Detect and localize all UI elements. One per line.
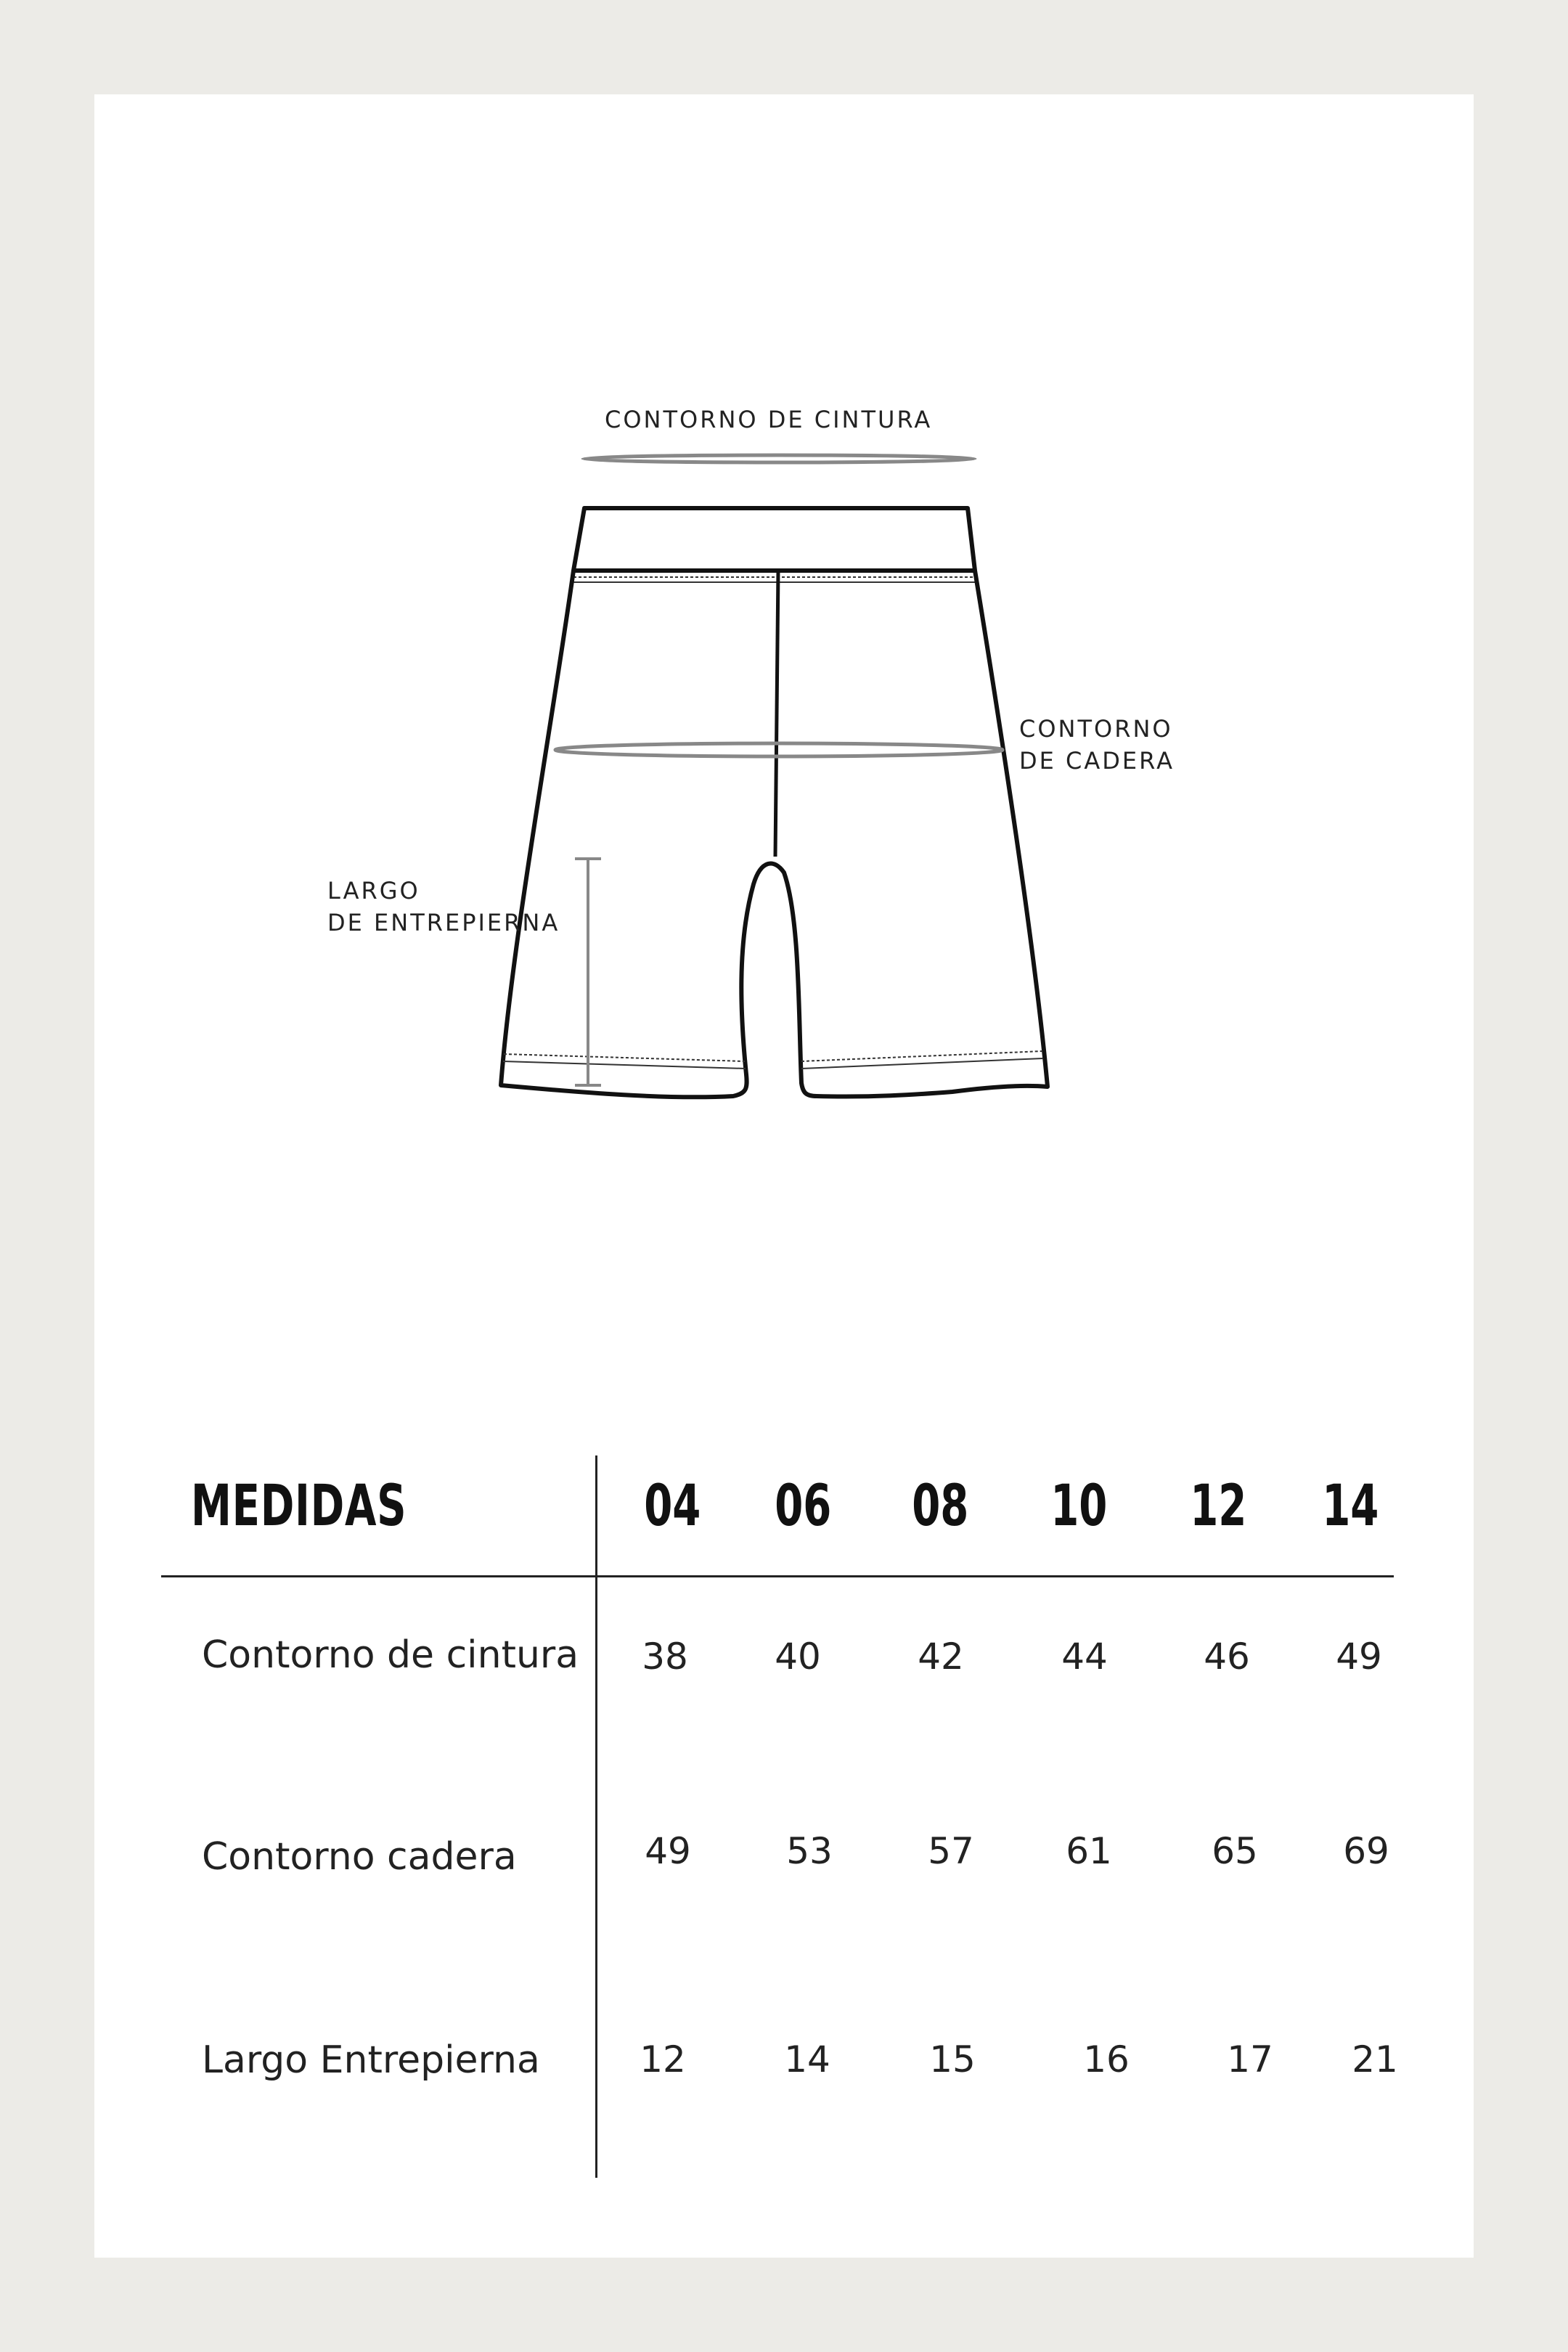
table-column-divider bbox=[595, 1455, 597, 2178]
row-label-inseam: Largo Entrepierna bbox=[202, 2038, 540, 2082]
table-cell: 16 bbox=[1083, 2038, 1130, 2081]
waist-label: CONTORNO DE CINTURA bbox=[605, 406, 933, 433]
table-cell: 65 bbox=[1212, 1830, 1258, 1872]
size-header: 14 bbox=[1321, 1474, 1379, 1539]
table-cell: 17 bbox=[1227, 2038, 1273, 2081]
table-cell: 38 bbox=[642, 1636, 688, 1678]
row-label-hip: Contorno cadera bbox=[202, 1835, 517, 1879]
table-cell: 15 bbox=[929, 2038, 976, 2081]
hip-label-line2: DE CADERA bbox=[1019, 747, 1175, 775]
table-cell: 53 bbox=[786, 1830, 833, 1872]
table-cell: 46 bbox=[1204, 1636, 1250, 1678]
table-cell: 42 bbox=[918, 1636, 964, 1678]
inseam-label-line2: DE ENTREPIERNA bbox=[327, 909, 560, 936]
table-cell: 61 bbox=[1066, 1830, 1112, 1872]
table-cell: 21 bbox=[1352, 2038, 1398, 2081]
table-header-divider bbox=[161, 1575, 1394, 1577]
size-header: 10 bbox=[1050, 1474, 1108, 1539]
table-cell: 14 bbox=[784, 2038, 830, 2081]
hip-label-line1: CONTORNO bbox=[1019, 715, 1173, 743]
table-cell: 49 bbox=[645, 1830, 691, 1872]
table-cell: 12 bbox=[640, 2038, 686, 2081]
table-cell: 69 bbox=[1343, 1830, 1389, 1872]
size-header: 08 bbox=[911, 1474, 969, 1539]
table-header-medidas: MEDIDAS bbox=[191, 1474, 407, 1539]
inseam-label-line1: LARGO bbox=[327, 877, 420, 905]
size-header: 04 bbox=[643, 1474, 701, 1539]
size-header: 12 bbox=[1189, 1474, 1247, 1539]
table-cell: 40 bbox=[775, 1636, 821, 1678]
table-cell: 49 bbox=[1336, 1636, 1382, 1678]
size-header: 06 bbox=[774, 1474, 832, 1539]
row-label-waist: Contorno de cintura bbox=[202, 1633, 579, 1677]
table-cell: 57 bbox=[928, 1830, 974, 1872]
table-cell: 44 bbox=[1061, 1636, 1108, 1678]
